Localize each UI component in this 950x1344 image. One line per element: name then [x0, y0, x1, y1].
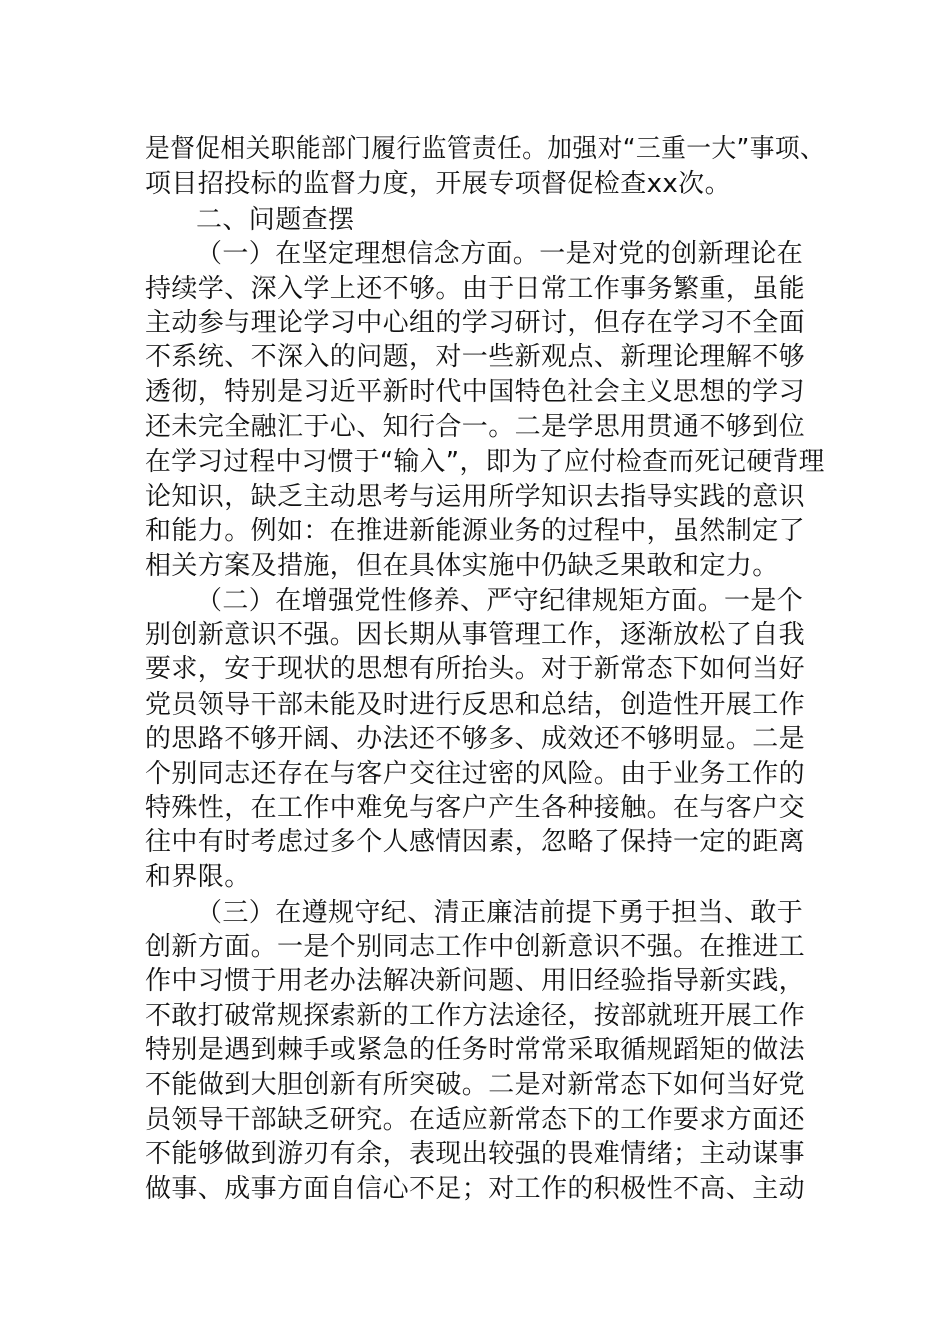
text-line: 做事、成事方面自信心不足；对工作的积极性不高、主动 — [145, 1174, 806, 1204]
text-line: 的思路不够开阔、办法还不够多、成效还不够明显。二是 — [145, 724, 806, 754]
text-line: （一）在坚定理想信念方面。一是对党的创新理论在 — [196, 239, 804, 269]
text-line: 是督促相关职能部门履行监管责任。加强对“三重一大”事项、 — [145, 134, 826, 164]
text-line: 不能够做到游刃有余，表现出较强的畏难情绪；主动谋事 — [145, 1139, 806, 1169]
text-line: 别创新意识不强。因长期从事管理工作，逐渐放松了自我 — [145, 620, 806, 650]
text-line: 创新方面。一是个别同志工作中创新意识不强。在推进工 — [145, 932, 806, 962]
text-line: 在学习过程中习惯于“输入”，即为了应付检查而死记硬背理 — [145, 447, 825, 477]
text-line: 持续学、深入学上还不够。由于日常工作事务繁重，虽能 — [145, 274, 806, 304]
text-line: 往中有时考虑过多个人感情因素，忽略了保持一定的距离 — [145, 827, 806, 857]
text-line: 作中习惯于用老办法解决新问题、用旧经验指导新实践， — [145, 966, 806, 996]
text-line: 个别同志还存在与客户交往过密的风险。由于业务工作的 — [145, 759, 806, 789]
text-line: （二）在增强党性修养、严守纪律规矩方面。一是个 — [196, 586, 804, 616]
text-line: 透彻，特别是习近平新时代中国特色社会主义思想的学习 — [145, 377, 806, 407]
text-line: 还未完全融汇于心、知行合一。二是学思用贯通不够到位 — [145, 412, 806, 442]
text-line: 党员领导干部未能及时进行反思和总结，创造性开展工作 — [145, 690, 806, 720]
text-line: 不敢打破常规探索新的工作方法途径，按部就班开展工作 — [145, 1001, 806, 1031]
text-line: 相关方案及措施，但在具体实施中仍缺乏果敢和定力。 — [145, 551, 779, 581]
text-line: （三）在遵规守纪、清正廉洁前提下勇于担当、敢于 — [196, 898, 804, 928]
text-line: 和界限。 — [145, 862, 251, 892]
text-line: 不系统、不深入的问题，对一些新观点、新理论理解不够 — [145, 342, 806, 372]
text-line: 项目招投标的监督力度，开展专项督促检查xx次。 — [145, 169, 731, 199]
text-line: 论知识，缺乏主动思考与运用所学知识去指导实践的意识 — [145, 482, 806, 512]
text-line: 不能做到大胆创新有所突破。二是对新常态下如何当好党 — [145, 1070, 806, 1100]
text-line: 和能力。例如：在推进新能源业务的过程中，虽然制定了 — [145, 516, 806, 546]
text-line: 特殊性，在工作中难免与客户产生各种接触。在与客户交 — [145, 793, 806, 823]
text-line: 特别是遇到棘手或紧急的任务时常常采取循规蹈矩的做法 — [145, 1035, 806, 1065]
text-line: 要求，安于现状的思想有所抬头。对于新常态下如何当好 — [145, 654, 806, 684]
text-line: 员领导干部缺乏研究。在适应新常态下的工作要求方面还 — [145, 1105, 806, 1135]
section-heading: 二、问题查摆 — [196, 205, 355, 235]
text-line: 主动参与理论学习中心组的学习研讨，但存在学习不全面 — [145, 308, 806, 338]
